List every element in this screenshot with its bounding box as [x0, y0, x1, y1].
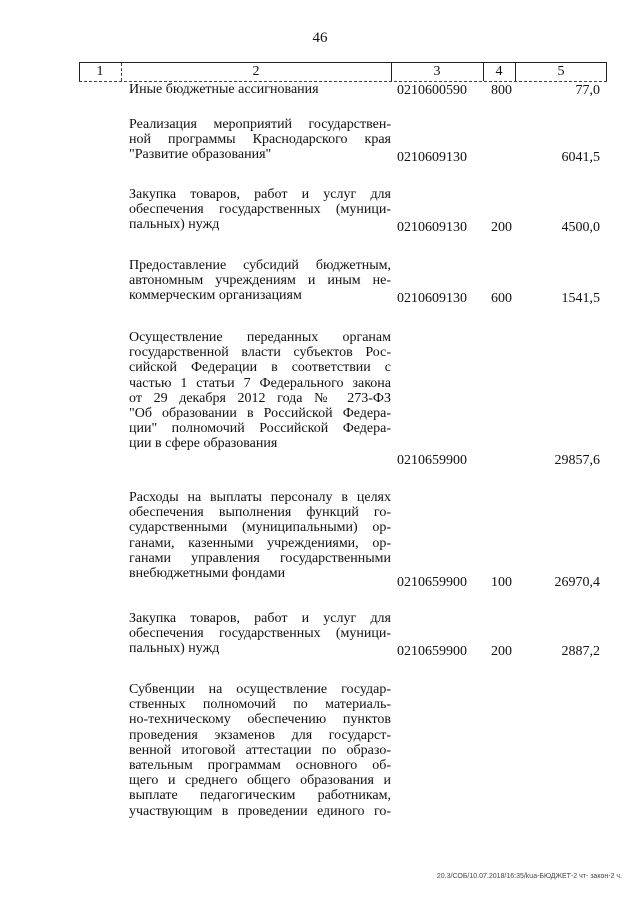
- row-amount: 29857,6: [554, 452, 600, 468]
- row-description: Иные бюджетные ассигнования: [129, 82, 319, 97]
- table-row: [0, 611, 640, 659]
- page-number: 46: [312, 30, 328, 46]
- row-expense-type: 800: [491, 82, 512, 98]
- row-expense-type: 600: [491, 290, 512, 306]
- row-description: Предоставление субсидий бюджетным, автономным учреждениям и иным не- коммерческим организациям: [129, 258, 391, 304]
- table-row: [0, 258, 640, 306]
- row-description: Осуществление переданных органам государственной власти субъектов Рос- сийской Федерации в соответствии с частью 1 статьи 7 Федерального закона от 29 декабря 2012 года № 273-ФЗ "Об образовании в Российской Федера- ции" полномочий Российской Федера- ции в сфере образования: [129, 330, 391, 452]
- table-row: [0, 82, 640, 98]
- row-amount: 4500,0: [561, 219, 600, 235]
- row-expense-type: 200: [491, 643, 512, 659]
- header-col-1: 1: [96, 64, 104, 79]
- table-row: [0, 682, 640, 828]
- row-description: Расходы на выплаты персоналу в целях обеспечения выполнения функций го- сударственными (муниципальными) ор- ганами, казенными учреждениями, ор- ганами управления государственными внебюджетными фондами: [129, 490, 391, 582]
- row-description: Реализация мероприятий государствен- ной программы Краснодарского края "Развитие образования": [129, 117, 391, 163]
- row-code: 0210659900: [397, 574, 467, 590]
- header-col-5: 5: [557, 64, 565, 79]
- header-col-2: 2: [252, 64, 260, 79]
- row-description: Субвенции на осуществление государ- ственных полномочий по материаль- но-техническому обеспечению пунктов проведения экзаменов для государст- венной итоговой аттестации по образо- вательным программам основного об- щего и среднего общего образования и выплате педагогическим работникам, участвующим в проведении единого го-: [129, 682, 391, 819]
- row-code: 0210659900: [397, 643, 467, 659]
- row-expense-type: 100: [491, 574, 512, 590]
- row-code: 0210600590: [397, 82, 467, 98]
- row-code: 0210659900: [397, 452, 467, 468]
- row-amount: 26970,4: [554, 574, 600, 590]
- header-col-4: 4: [495, 64, 503, 79]
- table-row: [0, 330, 640, 468]
- table-header: [79, 62, 607, 82]
- row-expense-type: 200: [491, 219, 512, 235]
- row-code: 0210609130: [397, 149, 467, 165]
- row-code: 0210609130: [397, 290, 467, 306]
- document-footer: 20.3/СОБ/10.07.2018/16:35/kua-БЮДЖЕТ-2 чт- закон-2 ч.: [436, 873, 622, 880]
- row-amount: 2887,2: [561, 643, 600, 659]
- row-amount: 77,0: [575, 82, 600, 98]
- row-description: Закупка товаров, работ и услуг для обеспечения государственных (муници- пальных) нужд: [129, 187, 391, 233]
- table-row: [0, 117, 640, 165]
- table-row: [0, 490, 640, 590]
- row-amount: 1541,5: [561, 290, 600, 306]
- row-description: Закупка товаров, работ и услуг для обеспечения государственных (муници- пальных) нужд: [129, 611, 391, 657]
- table-row: [0, 187, 640, 235]
- header-col-3: 3: [433, 64, 441, 79]
- row-amount: 6041,5: [561, 149, 600, 165]
- row-code: 0210609130: [397, 219, 467, 235]
